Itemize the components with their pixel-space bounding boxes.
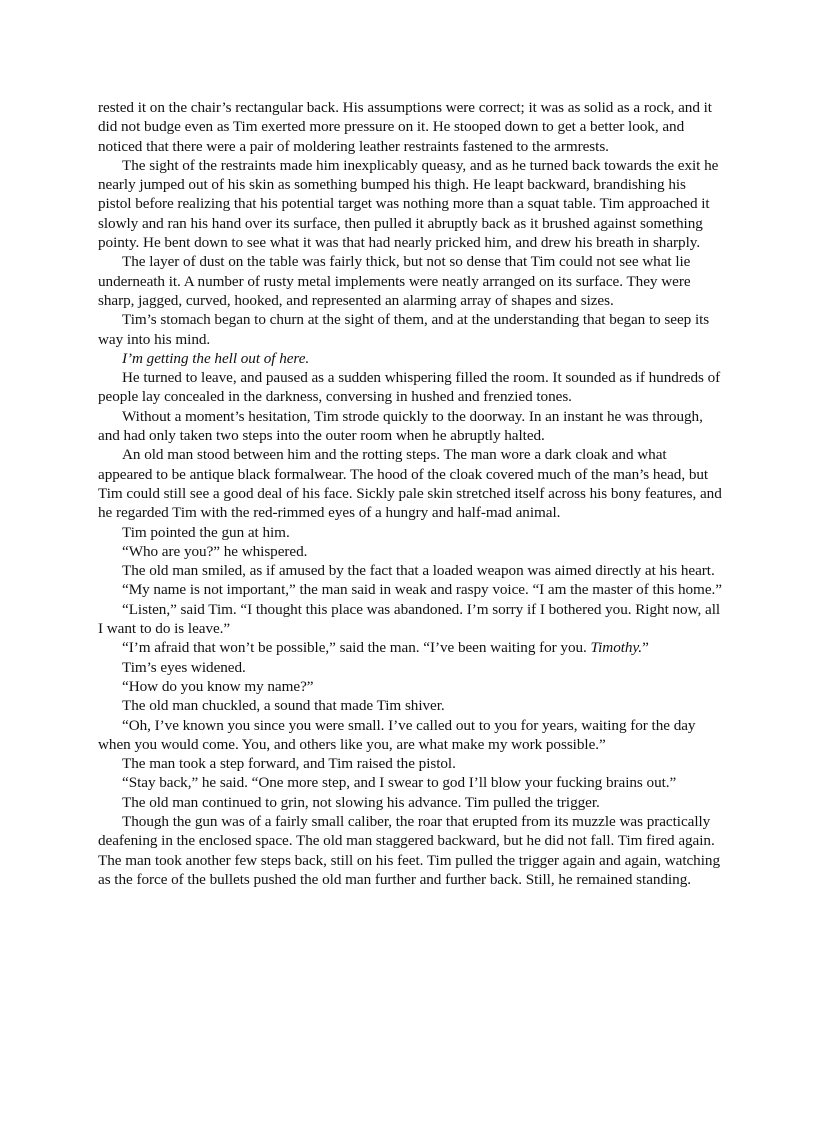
paragraph-17: The old man chuckled, a sound that made Tim shiver. — [122, 697, 445, 715]
paragraph-9: Tim pointed the gun at him. — [122, 523, 290, 541]
paragraph-1: rested it on the chair’s rectangular back. His assumptions were correct; it was as solid as a rock, and it did not budge even as Tim exerted more pressure on it. He stooped down to get a better look, and noticed that there were a pair of moldering leather restraints fastened to the armrests. — [98, 99, 712, 155]
paragraph-11: The old man smiled, as if amused by the fact that a loaded weapon was aimed directly at his heart. — [122, 562, 715, 580]
paragraph-12: “My name is not important,” the man said in weak and raspy voice. “I am the master of this home.” — [122, 581, 722, 599]
paragraph-16: “How do you know my name?” — [122, 677, 314, 695]
paragraph-18: “Oh, I’ve known you since you were small. I’ve called out to you for years, waiting for the day when you would come. You, and others like you, are what make my work possible.” — [98, 716, 696, 753]
paragraph-7: Without a moment’s hesitation, Tim strode quickly to the doorway. In an instant he was through, and had only taken two steps into the outer room when he abruptly halted. — [98, 407, 703, 445]
paragraph-14-italic: Timothy. — [590, 639, 643, 657]
paragraph-14-tail: ” — [642, 639, 649, 657]
paragraph-10: “Who are you?” he whispered. — [122, 542, 308, 560]
paragraph-13: “Listen,” said Tim. “I thought this place was abandoned. I’m sorry if I bothered you. Right now, all I want to do is leave.” — [98, 600, 721, 638]
document-page — [98, 98, 722, 889]
paragraph-4: Tim’s stomach began to churn at the sight of them, and at the understanding that began to seep its way into his mind. — [98, 311, 710, 348]
paragraph-20: “Stay back,” he said. “One more step, and I swear to god I’ll blow your fucking brains out.” — [122, 774, 677, 792]
paragraph-5-thought: I’m getting the hell out of here. — [122, 349, 310, 367]
paragraph-21: The old man continued to grin, not slowing his advance. Tim pulled the trigger. — [122, 793, 600, 811]
paragraph-14 — [98, 638, 722, 657]
paragraph-19: The man took a step forward, and Tim raised the pistol. — [122, 755, 456, 773]
paragraph-2: The sight of the restraints made him inexplicably queasy, and as he turned back towards the exit he nearly jumped out of his skin as something bumped his thigh. He leapt backward, brandishing his pistol before realizing that his potential target was nothing more than a squat table. Tim approached it slowly and ran his hand over its surface, then pulled it abruptly back as it brushed against something pointy. He bent down to see what it was that had nearly pricked him, and drew his breath in sharply. — [98, 156, 719, 252]
paragraph-6: He turned to leave, and paused as a sudden whispering filled the room. It sounded as if hundreds of people lay concealed in the darkness, conversing in hushed and frenzied tones. — [98, 369, 721, 406]
paragraph-14-text: “I’m afraid that won’t be possible,” said the man. “I’ve been waiting for you. — [122, 639, 591, 657]
paragraph-3: The layer of dust on the table was fairly thick, but not so dense that Tim could not see what lie underneath it. A number of rusty metal implements were neatly arranged on its surface. They were sharp, jagged, curved, hooked, and represented an alarming array of shapes and sizes. — [98, 253, 691, 309]
paragraph-15: Tim’s eyes widened. — [122, 658, 246, 676]
paragraph-8: An old man stood between him and the rotting steps. The man wore a dark cloak and what appeared to be antique black formalwear. The hood of the cloak covered much of the man’s head, but Tim could still see a good deal of his face. Sickly pale skin stretched itself across his bony features, and he regarded Tim with the red-rimmed eyes of a hungry and half-mad animal. — [98, 446, 722, 522]
paragraph-22: Though the gun was of a fairly small caliber, the roar that erupted from its muzzle was practically deafening in the enclosed space. The old man staggered backward, but he did not fall. Tim fired again. The man took another few steps back, still on his feet. Tim pulled the trigger again and again, watching as the force of the bullets pushed the old man further and further back. Still, he remained standing. — [98, 812, 720, 888]
